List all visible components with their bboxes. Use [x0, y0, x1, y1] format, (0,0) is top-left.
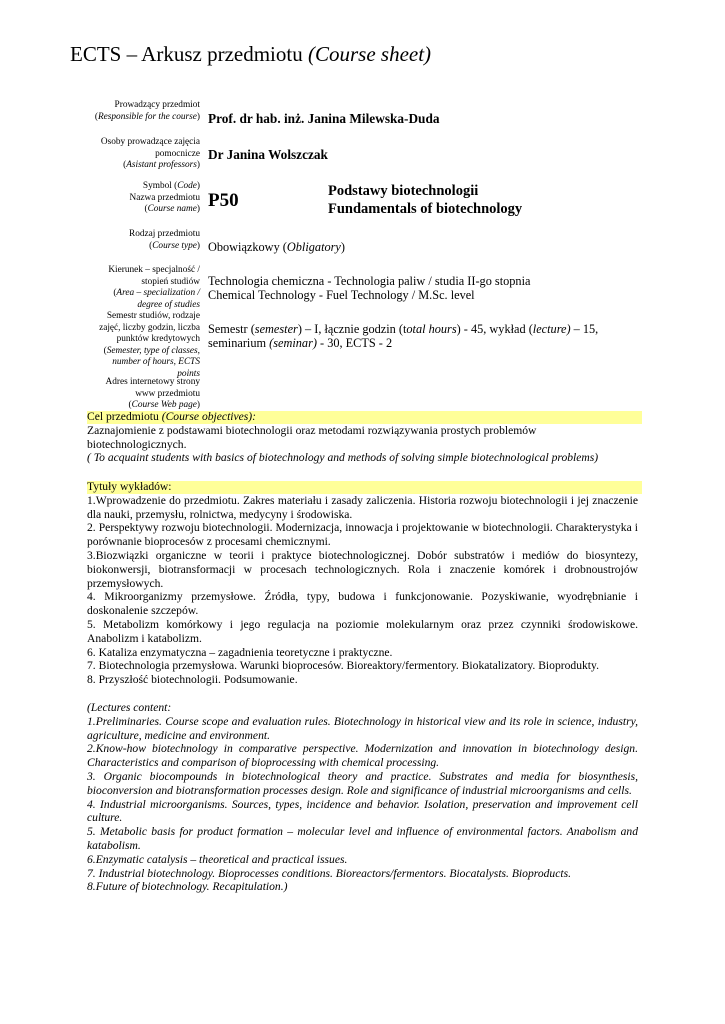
value-responsible: Prof. dr hab. inż. Janina Milewska-Duda	[208, 111, 440, 126]
lecture-item-pl: 4. Mikroorganizmy przemysłowe. Źródła, typy, budowa i funkcjonowanie. Pozyskiwanie, wyodrębnianie i doskonalenie szczepów.	[87, 590, 638, 618]
lecture-item-en: 1.Preliminaries. Course scope and evaluation rules. Biotechnology in historical view and its role in science, industry, agriculture, medicine and environment.	[87, 714, 638, 742]
lectures-section	[87, 480, 638, 894]
lecture-item-en: 4. Industrial microorganisms. Sources, types, incidence and behavior. Isolation, preservation and improvement cell culture.	[87, 797, 638, 825]
lecture-item-en: 7. Industrial biotechnology. Bioprocesses conditions. Bioreactors/fermentors. Biocatalysts. Bioproducts.	[87, 866, 571, 880]
value-area: Technologia chemiczna - Technologia paliw / studia II-go stopnia Chemical Technology - Fuel Technology / M.Sc. level	[208, 274, 531, 302]
objectives-heading: Cel przedmiotu (Course objectives):	[87, 410, 257, 423]
lectures-content-en-heading: (Lectures content:	[87, 700, 172, 714]
label-web-page: Adres internetowy strony www przedmiotu (Course Web page)	[105, 377, 200, 410]
lecture-item-pl: 2. Perspektywy rozwoju biotechnologii. Modernizacja, innowacja i projektowanie w biotechnologii. Charakterystyka i porównanie bioprocesów z procesami chemicznymi.	[87, 521, 638, 549]
value-semester: Semestr (semester) – I, łącznie godzin (total hours) - 45, wykład (lecture) – 15, seminarium (seminar) - 30, ECTS - 2	[208, 322, 599, 350]
value-assistants: Dr Janina Wolszczak	[208, 147, 328, 162]
label-semester: Semestr studiów, rodzaje zajęć, liczby godzin, liczba punktów kredytowych (Semester, type of classes, number of hours, ECTS points	[99, 311, 200, 379]
lecture-item-en: 2.Know-how biotechnology in comparative perspective. Modernization and innovation in biotechnology design. Characteristics and comparison of bioprocessing with chemical processing.	[87, 742, 638, 770]
lecture-item-pl: 7. Biotechnologia przemysłowa. Warunki bioprocesów. Bioreaktory/fermentory. Biokatalizatory. Bioprodukty.	[87, 659, 599, 673]
label-symbol: Symbol (Code) Nazwa przedmiotu (Course name)	[129, 181, 200, 214]
label-responsible: Prowadzący przedmiot (Responsible for the course)	[94, 100, 200, 122]
lecture-item-pl: 6. Kataliza enzymatyczna – zagadnienia teoretyczne i praktyczne.	[87, 645, 393, 659]
lectures-heading: Tytuły wykładów:	[87, 480, 172, 493]
value-course-type: Obowiązkowy (Obligatory)	[208, 240, 345, 254]
lecture-item-en: 8.Future of biotechnology. Recapitulation.)	[87, 880, 288, 894]
objectives-text-en: ( To acquaint students with basics of biotechnology and methods of solving simple biotechnological problems)	[87, 451, 599, 465]
lecture-item-en: 5. Metabolic basis for product formation – molecular level and influence of environmental factors. Anabolism and katabolism.	[87, 825, 638, 852]
lecture-item-pl: 5. Metabolizm komórkowy i jego regulacja na poziomie molekularnym oraz przez czynniki środowiskowe. Anabolizm i katabolizm.	[87, 617, 638, 645]
label-area: Kierunek – specjalność / stopień studiów (Area – specialization / degree of studies	[108, 265, 200, 310]
course-name: Podstawy biotechnologii Fundamentals of biotechnology	[328, 183, 523, 217]
lecture-item-pl: 8. Przyszłość biotechnologii. Podsumowanie.	[87, 673, 298, 687]
course-code: P50	[208, 190, 239, 211]
lecture-item-pl: 3.Biozwiązki organiczne w teorii i praktyce biotechnologicznej. Dobór substratów i mediów do biosyntezy, biokonwersji, biotransformacji w procesach technologicznych. Rola i znaczenie komórek i drobnoustrojów przemysłowych.	[87, 548, 638, 590]
objectives-text-pl: Zaznajomienie z podstawami biotechnologii oraz metodami rozwiązywania prostych problemów biotechnologicznych.	[87, 423, 537, 451]
page-title: ECTS – Arkusz przedmiotu (Course sheet)	[70, 42, 432, 66]
label-course-type: Rodzaj przedmiotu (Course type)	[129, 229, 200, 251]
lecture-item-pl: 1.Wprowadzenie do przedmiotu. Zakres materiału i zasady zaliczenia. Historia rozwoju biotechnologii i jej znaczenie dla nauki, przemysłu, rolnictwa, medycyny i środowiska.	[87, 493, 638, 521]
label-assistants: Osoby prowadzące zajęcia pomocnicze (Asistant professors)	[100, 137, 200, 170]
lecture-item-en: 3. Organic biocompounds in biotechnological theory and practice. Substrates and media for biosynthesis, bioconversion and biotransformation processes design. Role and significance of industrial microorganisms and cells.	[87, 769, 638, 797]
objectives-section	[87, 410, 638, 465]
lecture-item-en: 6.Enzymatic catalysis – theoretical and practical issues.	[87, 852, 348, 866]
